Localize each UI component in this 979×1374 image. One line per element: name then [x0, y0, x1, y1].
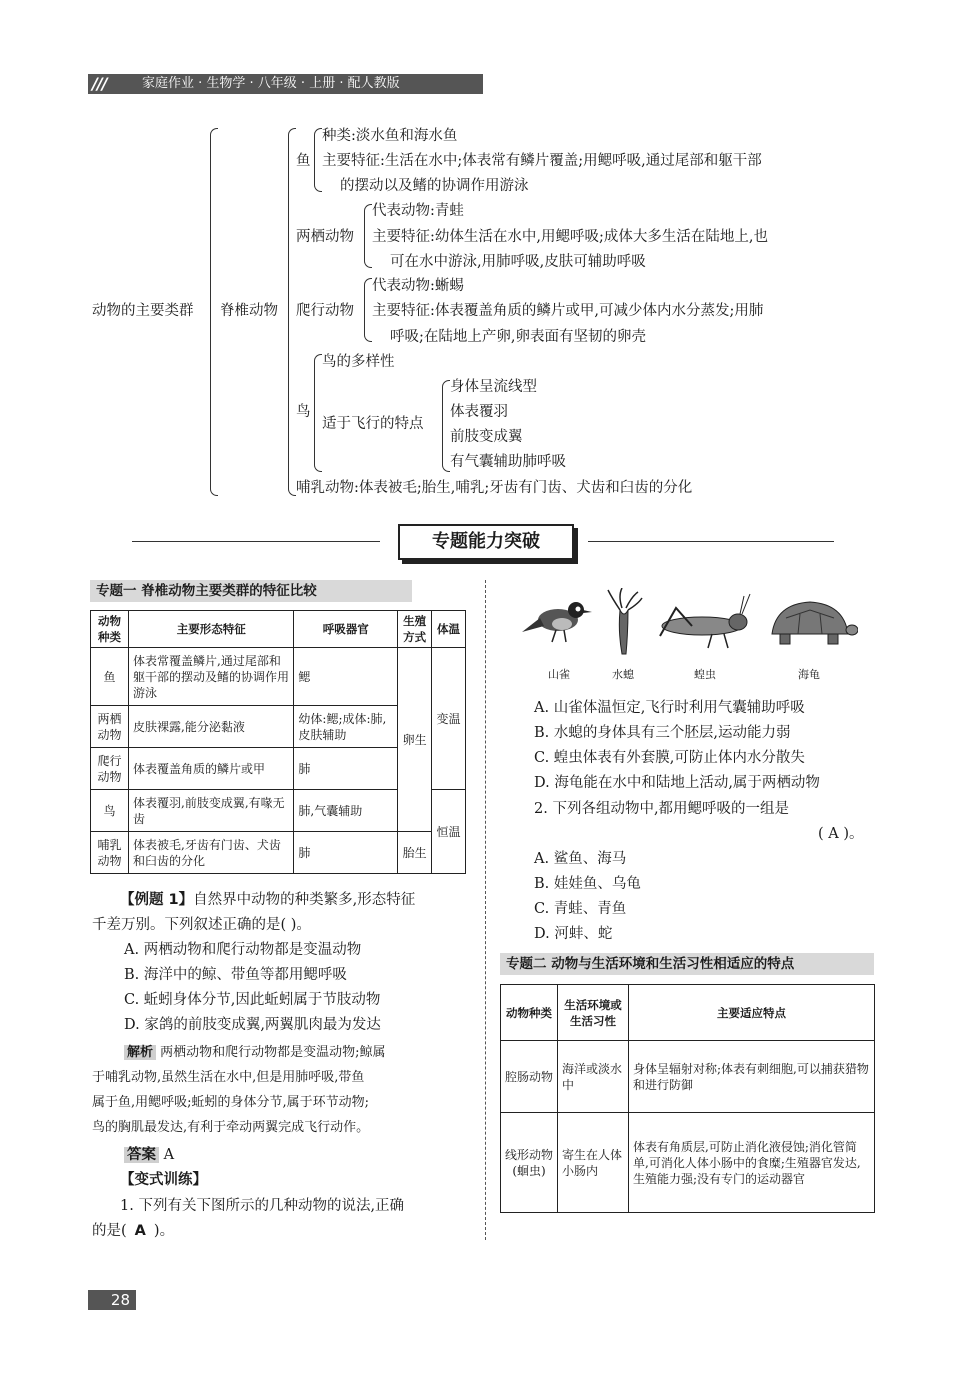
analysis-2: 于哺乳动物,虽然生活在水中,但是用肺呼吸,带鱼 [92, 1070, 365, 1085]
rept-rep: 代表动物:蜥蜴 [372, 278, 464, 294]
variant-q1-b: 的是( [92, 1223, 127, 1239]
th2-env: 生活环境或生活习性 [558, 985, 629, 1041]
row2-worm-feat: 体表有角质层,可防止消化液侵蚀;消化管简单,可消化人体小肠中的食糜;生殖器官发达,生殖能力强;没有专门的运动器官 [629, 1113, 875, 1213]
analysis-tag: 解析 [124, 1045, 156, 1060]
analysis-1: 两栖动物和爬行动物都是变温动物;鲸属 [160, 1045, 386, 1060]
brace-birds [314, 354, 322, 472]
flight-1: 身体呈流线型 [450, 379, 537, 395]
sea-turtle-icon [762, 598, 858, 648]
row-mammal-resp: 肺 [294, 832, 398, 874]
section-title: 专题能力突破 [398, 524, 574, 560]
th2-kind: 动物种类 [501, 985, 558, 1041]
brace-vertebrates [288, 128, 296, 496]
variant-q1-answer: A [134, 1223, 146, 1239]
row2-coel-feat: 身体呈辐射对称;体表有刺细胞,可以捕获猎物和进行防御 [629, 1041, 875, 1113]
header-title: 家庭作业 · 生物学 · 八年级 · 上册 · 配人教版 [142, 76, 400, 91]
q1-option-a: A. 山雀体温恒定,飞行时利用气囊辅助呼吸 [534, 700, 805, 716]
th-resp: 呼吸器官 [294, 611, 398, 648]
row2-coel-env: 海洋或淡水中 [558, 1041, 629, 1113]
row2-worm-env: 寄生在人体小肠内 [558, 1113, 629, 1213]
fish-feature-1: 主要特征:生活在水中;体表常有鳞片覆盖;用鳃呼吸,通过尾部和躯干部 [322, 153, 762, 169]
q1-option-c: C. 蝗虫体表有外套膜,可防止体内水分散失 [534, 750, 805, 766]
fish-kinds: 种类:淡水鱼和海水鱼 [322, 128, 458, 144]
example-option-a: A. 两栖动物和爬行动物都是变温动物 [124, 942, 362, 958]
variant-q1-a: 1. 下列有关下图所示的几种动物的说法,正确 [120, 1198, 405, 1214]
row-rept-form: 体表覆盖角质的鳞片或甲 [129, 748, 294, 790]
brace-flight [442, 380, 450, 472]
amph-feature-1: 主要特征:幼体生活在水中,用鳃呼吸;成体大多生活在陆地上,也 [372, 229, 768, 245]
analysis-3: 属于鱼,用鳃呼吸;蚯蚓的身体分节,属于环节动物; [92, 1095, 370, 1110]
q2-option-d: D. 河蚌、蛇 [534, 926, 613, 942]
th-form: 主要形态特征 [129, 611, 294, 648]
flight-3: 前肢变成翼 [450, 429, 523, 445]
q2-option-b: B. 娃娃鱼、乌龟 [534, 876, 641, 892]
q2-answer: ( A )。 [818, 826, 864, 842]
table-adaptation [500, 984, 875, 1213]
row-fish-resp: 鳃 [294, 648, 398, 706]
tree-fish: 鱼 [296, 153, 311, 169]
table-vertebrates [90, 610, 466, 874]
q2-stem: 2. 下列各组动物中,都用鳃呼吸的一组是 [534, 801, 790, 817]
bird-flight: 适于飞行的特点 [322, 416, 424, 432]
flight-2: 体表覆羽 [450, 404, 508, 420]
q1-option-d: D. 海龟能在水中和陆地上活动,属于两栖动物 [534, 775, 820, 791]
grasshopper-icon [652, 592, 752, 652]
row-bird-resp: 肺,气囊辅助 [294, 790, 398, 832]
temp-variable: 变温 [432, 648, 466, 790]
brace-fish [314, 128, 322, 192]
tree-birds: 鸟 [296, 404, 311, 420]
repro-egg: 卵生 [398, 648, 432, 832]
tree-mammals: 哺乳动物:体表被毛;胎生,哺乳;牙齿有门齿、犬齿和臼齿的分化 [296, 480, 693, 496]
analysis-4: 鸟的胸肌最发达,有利于牵动两翼完成飞行动作。 [92, 1120, 370, 1135]
topic-2-title: 专题二 动物与生活环境和生活习性相适应的特点 [500, 953, 874, 975]
brace-reptiles [364, 278, 372, 342]
th-temp: 体温 [432, 611, 466, 648]
caption-grasshopper: 蝗虫 [694, 668, 716, 681]
rule-right [588, 541, 834, 542]
row-rept-kind: 爬行动物 [91, 748, 129, 790]
example-option-b: B. 海洋中的鲸、带鱼等都用鳃呼吸 [124, 967, 347, 983]
row-amph-form: 皮肤裸露,能分泌黏液 [129, 706, 294, 748]
hydra-icon [604, 588, 644, 656]
rept-feature-1: 主要特征:体表覆盖角质的鳞片或甲,可减少体内水分蒸发;用肺 [372, 303, 764, 319]
answer-tag: 答案 [124, 1147, 159, 1163]
tree-vertebrates: 脊椎动物 [220, 303, 278, 319]
tree-root: 动物的主要类群 [92, 303, 194, 319]
example-tag: 【例题 1】 [120, 892, 194, 908]
answer-value: A [163, 1147, 175, 1163]
repro-live: 胎生 [398, 832, 432, 874]
row-mammal-form: 体表被毛,牙齿有门齿、犬齿和臼齿的分化 [129, 832, 294, 874]
amph-rep: 代表动物:青蛙 [372, 203, 464, 219]
example-stem-2: 千差万别。下列叙述正确的是( )。 [92, 917, 311, 933]
brace-root [210, 128, 218, 496]
tree-reptiles: 爬行动物 [296, 303, 354, 319]
rept-feature-2: 呼吸;在陆地上产卵,卵表面有坚韧的卵壳 [390, 329, 646, 345]
tit-bird-icon [520, 596, 598, 648]
q2-option-a: A. 鲨鱼、海马 [534, 851, 627, 867]
variant-q1-c: )。 [153, 1223, 175, 1239]
caption-sea-turtle: 海龟 [798, 668, 820, 681]
row2-worm-kind: 线形动物(蛔虫) [501, 1113, 558, 1213]
page-number: 28 [88, 1290, 136, 1310]
fish-feature-2: 的摆动以及鳍的协调作用游泳 [340, 178, 529, 194]
row-fish-kind: 鱼 [91, 648, 129, 706]
th-repro: 生殖方式 [398, 611, 432, 648]
q1-option-b: B. 水螅的身体具有三个胚层,运动能力弱 [534, 725, 791, 741]
caption-hydra: 水螅 [612, 668, 634, 681]
row-amph-kind: 两栖动物 [91, 706, 129, 748]
example-option-c: C. 蚯蚓身体分节,因此蚯蚓属于节肢动物 [124, 992, 381, 1008]
row-bird-kind: 鸟 [91, 790, 129, 832]
example-option-d: D. 家鸽的前肢变成翼,两翼肌肉最为发达 [124, 1017, 381, 1033]
topic-1-title: 专题一 脊椎动物主要类群的特征比较 [90, 580, 412, 602]
temp-constant: 恒温 [432, 790, 466, 874]
th2-feat: 主要适应特点 [629, 985, 875, 1041]
example-stem-1: 自然界中动物的种类繁多,形态特征 [193, 892, 416, 908]
amph-feature-2: 可在水中游泳,用肺呼吸,皮肤可辅助呼吸 [390, 254, 646, 270]
row-mammal-kind: 哺乳动物 [91, 832, 129, 874]
row2-coel-kind: 腔肠动物 [501, 1041, 558, 1113]
caption-tit: 山雀 [548, 668, 570, 681]
flight-4: 有气囊辅助肺呼吸 [450, 454, 566, 470]
row-rept-resp: 肺 [294, 748, 398, 790]
tree-amphibians: 两栖动物 [296, 229, 354, 245]
row-fish-form: 体表常覆盖鳞片,通过尾部和躯干部的摆动及鳍的协调作用游泳 [129, 648, 294, 706]
header-slashes: /// [92, 74, 107, 93]
brace-amphibians [364, 204, 372, 268]
row-bird-form: 体表覆羽,前肢变成翼,有喙无齿 [129, 790, 294, 832]
variant-title: 【变式训练】 [120, 1172, 207, 1188]
bird-diversity: 鸟的多样性 [322, 354, 395, 370]
rule-left [132, 541, 380, 542]
page-header [88, 74, 483, 94]
q2-option-c: C. 青蛙、青鱼 [534, 901, 627, 917]
th-kind: 动物种类 [91, 611, 129, 648]
row-amph-resp: 幼体:鳃;成体:肺,皮肤辅助 [294, 706, 398, 748]
column-divider [485, 580, 486, 1240]
